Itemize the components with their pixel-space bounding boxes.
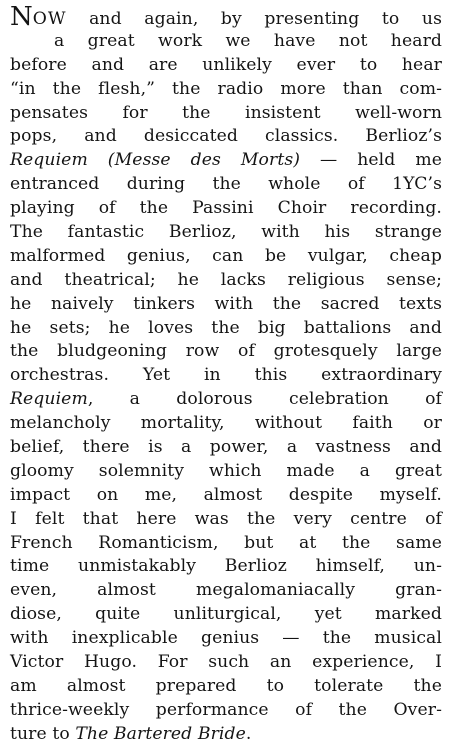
article-line xyxy=(10,555,442,579)
line-text: pops, and desiccated classics. Berlioz’s xyxy=(10,126,442,147)
article-line xyxy=(10,460,442,484)
line-text: — held me xyxy=(300,150,442,171)
article-line xyxy=(10,651,442,675)
line-text: . xyxy=(245,723,252,744)
italic-title: Requiem xyxy=(10,389,88,410)
article-line xyxy=(10,125,442,149)
article-line xyxy=(10,221,442,245)
italic-title: The Bartered Bride xyxy=(75,723,246,744)
article-line xyxy=(10,436,442,460)
line-text: diose, quite unliturgical, yet marked xyxy=(10,604,442,625)
article-line xyxy=(10,102,442,126)
line-text: playing of the Passini Choir recording. xyxy=(10,198,442,219)
line-text: malformed genius, can be vulgar, cheap xyxy=(10,245,442,266)
article-line xyxy=(10,364,442,388)
article-line xyxy=(10,197,442,221)
line-text: he sets; he loves the big battalions and xyxy=(10,317,442,338)
article-line xyxy=(10,484,442,508)
line-text: belief, there is a power, a vastness and xyxy=(10,437,442,458)
line-text: even, almost megalomaniacally gran- xyxy=(10,580,442,601)
line-text: melancholy mortality, without faith or xyxy=(10,413,442,434)
line-text: pensates for the insistent well-worn xyxy=(10,102,442,123)
line-text: a great work we have not heard xyxy=(54,30,442,51)
article-line xyxy=(10,269,442,293)
line-text: I felt that here was the very centre of xyxy=(10,508,442,529)
line-text: the bludgeoning row of grotesquely large xyxy=(10,341,442,362)
line-text: The fantastic Berlioz, with his strange xyxy=(10,222,442,243)
article-line xyxy=(10,149,442,173)
italic-title: Requiem (Messe des Morts) xyxy=(10,150,301,171)
line-text: “in the flesh,” the radio more than com- xyxy=(10,78,442,99)
line-text: he naively tinkers with the sacred texts xyxy=(10,293,442,314)
line-text: before and are unlikely ever to hear xyxy=(10,54,442,75)
line-text: with inexplicable genius — the musical xyxy=(10,628,442,649)
article-body xyxy=(10,2,442,747)
line-text: and again, by presenting to us xyxy=(66,9,442,29)
article-line xyxy=(10,603,442,627)
line-text: entranced during the whole of 1YC’s xyxy=(10,174,442,195)
article-line xyxy=(10,30,442,54)
article-line xyxy=(10,675,442,699)
line-text: am almost prepared to tolerate the xyxy=(10,675,442,696)
line-text: impact on me, almost despite myself. xyxy=(10,484,442,505)
line-text: and theatrical; he lacks religious sense; xyxy=(10,269,442,290)
article-line xyxy=(10,627,442,651)
article-line xyxy=(10,293,442,317)
opening-smallcaps: OW xyxy=(32,9,67,29)
line-text: French Romanticism, but at the same xyxy=(10,532,442,553)
drop-cap: N xyxy=(10,2,33,32)
line-text: thrice-weekly performance of the Over- xyxy=(10,699,442,720)
line-text: gloomy solemnity which made a great xyxy=(10,460,442,481)
article-line xyxy=(10,78,442,102)
line-text: orchestras. Yet in this extraordinary xyxy=(10,365,442,386)
article-line xyxy=(10,173,442,197)
article-line xyxy=(10,579,442,603)
article-line xyxy=(10,317,442,341)
article-line xyxy=(10,508,442,532)
article-line xyxy=(10,2,442,32)
article-line xyxy=(10,699,442,723)
line-text: ture to xyxy=(10,723,76,744)
article-line xyxy=(10,54,442,78)
line-text: , a dolorous celebration of xyxy=(87,389,442,410)
article-line xyxy=(10,340,442,364)
line-text: time unmistakably Berlioz himself, un- xyxy=(10,556,442,577)
article-line xyxy=(10,723,442,747)
article-line xyxy=(10,412,442,436)
article-line xyxy=(10,388,442,412)
line-text: Victor Hugo. For such an experience, I xyxy=(10,652,442,673)
article-line xyxy=(10,532,442,556)
article-line xyxy=(10,245,442,269)
